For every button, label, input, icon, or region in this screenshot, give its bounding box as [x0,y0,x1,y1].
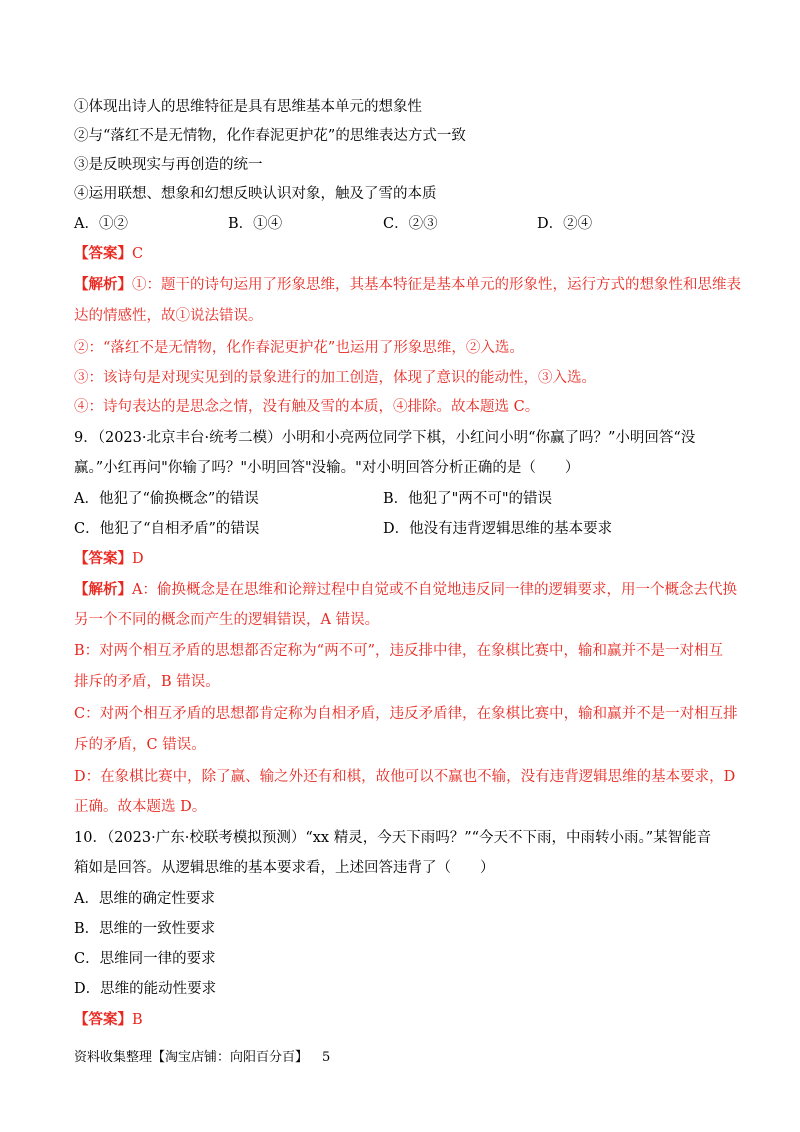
q10-option-b: B．思维的一致性要求 [74,921,216,937]
q10-stem-line-1: 10．（2023·广东·校联考模拟预测）“xx 精灵，今天下雨吗？”“今天不下雨，中雨转小雨。”某智能音 [74,830,712,846]
q9-option-a: A．他犯了“偷换概念”的错误 [74,491,259,507]
answer-value: B [132,1012,143,1028]
q9-stem-line-2: 赢。”小红再问"你输了吗？"小明回答"没输。"对小明回答分析正确的是（ ） [74,460,580,476]
q8-analysis-line-3: ②：“落红不是无情物，化作春泥更护花”也运用了形象思维，②入选。 [74,340,524,356]
q10-stem-line-2: 箱如是回答。从逻辑思维的基本要求看，上述回答违背了（ ） [74,860,495,876]
answer-tag: 【答案】 [74,1011,132,1028]
answer-tag: 【答案】 [74,245,132,262]
q9-answer [74,549,144,569]
page-number: 5 [322,1050,331,1065]
answer-tag: 【答案】 [74,550,132,567]
q9-analysis-line-6: 斥的矛盾，C 错误。 [74,737,206,753]
q9-analysis-line-2: 另一个不同的概念而产生的逻辑错误，A 错误。 [74,612,380,628]
footer-text: 资料收集整理【淘宝店铺：向阳百分百】 [74,1050,309,1065]
q9-analysis-line-1 [74,580,737,600]
q8-analysis-line-4: ③：该诗句是对现实见到的景象进行的加工创造，体现了意识的能动性，③入选。 [74,370,596,386]
q8-option-a: A．①② [74,216,128,232]
q8-analysis-line-1 [74,275,741,295]
q10-answer [74,1010,143,1030]
q8-analysis-line-5: ④：诗句表达的是思念之情，没有触及雪的本质，④排除。故本题选 C。 [74,399,540,415]
q8-option-b: B．①④ [228,216,283,232]
q8-answer [74,244,143,264]
q10-option-c: C．思维同一律的要求 [74,951,216,967]
analysis-text: A：偷换概念是在思维和论辩过程中自觉或不自觉地违反同一律的逻辑要求，用一个概念去代换 [132,582,737,598]
q9-stem-line-1: 9．（2023·北京丰台·统考二模）小明和小亮两位同学下棋，小红问小明“你赢了吗？”小明回答“没 [74,430,696,446]
q9-option-c: C．他犯了“自相矛盾”的错误 [74,521,260,537]
q9-analysis-line-5: C：对两个相互矛盾的思想都肯定称为自相矛盾，违反矛盾律，在象棋比赛中，输和赢并不是一对相互排 [74,706,738,722]
q9-analysis-line-8: 正确。故本题选 D。 [74,799,207,815]
answer-value: D [132,551,144,567]
q8-option-d: D．②④ [537,216,593,232]
statement-2: ②与“落红不是无情物，化作春泥更护花”的思维表达方式一致 [74,128,466,144]
q9-option-b: B．他犯了"两不可"的错误 [383,491,552,507]
q8-analysis-line-2: 达的情感性，故①说法错误。 [74,308,263,324]
q10-option-a: A．思维的确定性要求 [74,891,215,907]
statement-4: ④运用联想、想象和幻想反映认识对象，触及了雪的本质 [74,186,437,202]
q9-analysis-line-3: B：对两个相互矛盾的思想都否定称为“两不可”，违反排中律，在象棋比赛中，输和赢并不是一对相互 [74,643,723,659]
analysis-text: ①：题干的诗句运用了形象思维，其基本特征是基本单元的形象性，运行方式的想象性和思维表 [132,277,741,293]
q10-option-d: D．思维的能动性要求 [74,981,217,997]
statement-3: ③是反映现实与再创造的统一 [74,157,263,173]
page-footer [74,1049,330,1067]
analysis-tag: 【解析】 [74,581,132,598]
statement-1: ①体现出诗人的思维特征是具有思维基本单元的想象性 [74,99,422,115]
q9-analysis-line-4: 排斥的矛盾，B 错误。 [74,674,220,690]
q9-analysis-line-7: D：在象棋比赛中，除了赢、输之外还有和棋，故他可以不赢也不输，没有违背逻辑思维的基本要求，D [74,769,736,785]
analysis-tag: 【解析】 [74,276,132,293]
q9-option-d: D．他没有违背逻辑思维的基本要求 [383,521,613,537]
answer-value: C [132,246,144,262]
q8-option-c: C．②③ [383,216,438,232]
